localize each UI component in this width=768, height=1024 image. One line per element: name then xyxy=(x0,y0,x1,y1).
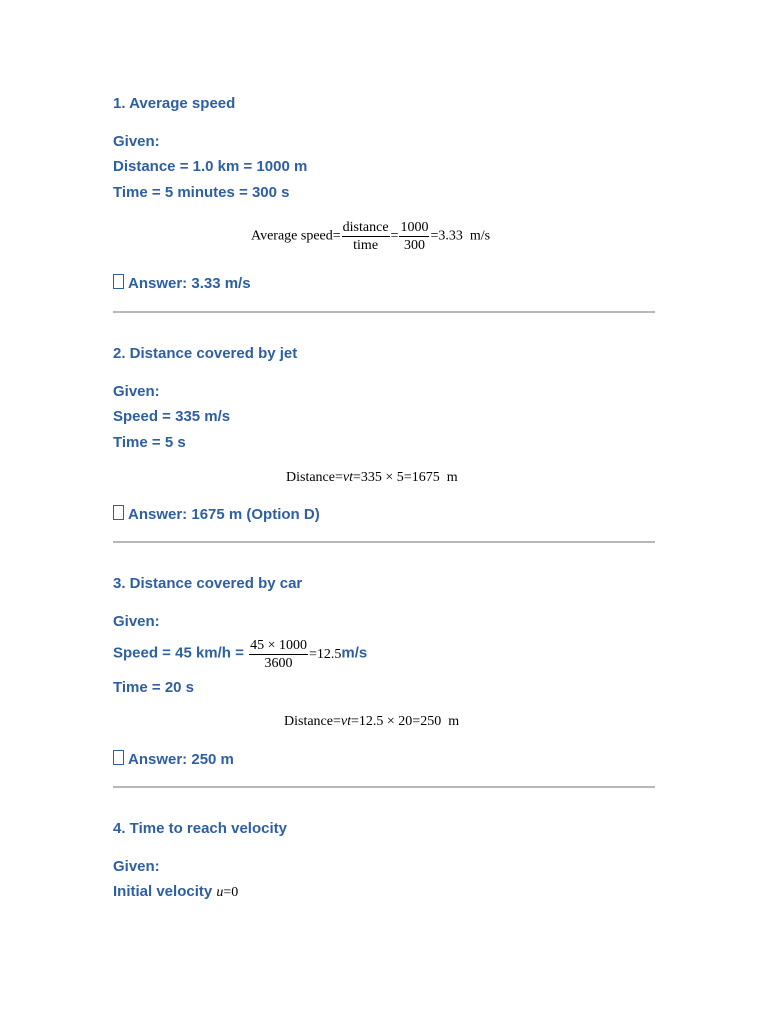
section-4-initial-velocity: Initial velocity u=0 xyxy=(113,883,239,900)
eq-rhs: 12.5 × 20 xyxy=(358,714,413,729)
section-1-distance: Distance = 1.0 km = 1000 m xyxy=(113,158,308,175)
section-2-time: Time = 5 s xyxy=(113,434,186,451)
eq-var: vt xyxy=(342,470,353,485)
section-3-time: Time = 20 s xyxy=(113,679,195,696)
eq-result: 250 xyxy=(420,714,442,729)
section-2-heading: 2. Distance covered by jet xyxy=(113,345,298,362)
eq-fraction-1-den: time xyxy=(353,238,379,253)
section-2-answer-text: Answer: 1675 m (Option D) xyxy=(128,506,320,523)
section-1-answer-text: Answer: 3.33 m/s xyxy=(128,275,251,292)
eq-fraction-1-num: distance xyxy=(342,220,389,235)
eq-fraction-2-num: 1000 xyxy=(400,220,429,235)
section-2-equation: Distance=vt=335 × 5=1675 m xyxy=(286,470,458,485)
checkbox-icon xyxy=(113,505,124,520)
eq-fraction-2-den: 300 xyxy=(403,238,425,253)
eq-result: 3.33 xyxy=(438,228,463,244)
section-1-heading: 1. Average speed xyxy=(113,95,236,112)
section-1-given: Given: xyxy=(113,133,160,150)
divider xyxy=(113,311,655,313)
velocity-value: 0 xyxy=(231,885,239,900)
speed-fraction-num: 45 × 1000 xyxy=(250,638,307,653)
checkbox-icon xyxy=(113,750,124,765)
eq-lhs: Distance xyxy=(284,714,333,729)
section-4-given: Given: xyxy=(113,858,160,875)
section-2-given: Given: xyxy=(113,383,160,400)
section-3-answer xyxy=(113,750,234,768)
speed-fraction-den: 3600 xyxy=(264,656,293,671)
section-3-answer-text: Answer: 250 m xyxy=(128,751,234,768)
eq-fraction-2 xyxy=(399,219,429,254)
eq-result: 1675 xyxy=(411,470,440,485)
eq-lhs: Average speed xyxy=(251,228,333,244)
section-2-speed: Speed = 335 m/s xyxy=(113,408,231,425)
section-3-given: Given: xyxy=(113,613,160,630)
eq-fraction-1 xyxy=(342,219,390,254)
speed-unit: m/s xyxy=(341,644,368,662)
speed-value: 12.5 xyxy=(316,646,342,662)
section-2-answer xyxy=(113,505,320,523)
section-4-initial-velocity-label: Initial velocity xyxy=(113,883,217,900)
eq-lhs: Distance xyxy=(286,470,335,485)
section-1-equation: Average speed= $\frac{\text{distance}}{\text{time}}$ = $\frac{1000}{300}$ =3.33 m/s xyxy=(251,220,491,253)
section-3-equation: Distance=vt=12.5 × 20=250 m xyxy=(284,714,460,729)
divider xyxy=(113,541,655,543)
eq-unit: m/s xyxy=(469,228,491,244)
eq-var: vt xyxy=(340,714,351,729)
section-3-speed-label: Speed = 45 km/h = xyxy=(113,644,249,662)
divider xyxy=(113,786,655,788)
speed-fraction xyxy=(249,637,308,672)
section-1-answer xyxy=(113,274,251,292)
section-1-time: Time = 5 minutes = 300 s xyxy=(113,184,290,201)
eq-unit: m xyxy=(448,714,460,729)
section-3-speed: Speed = 45 km/h = $\frac{45 \times 1000}{3600}$ =12.5m/s xyxy=(113,638,368,671)
section-4-heading: 4. Time to reach velocity xyxy=(113,820,287,837)
eq-unit: m xyxy=(446,470,458,485)
checkbox-icon xyxy=(113,274,124,289)
section-3-heading: 3. Distance covered by car xyxy=(113,575,303,592)
velocity-var: u xyxy=(216,885,224,900)
eq-rhs: 335 × 5 xyxy=(360,470,404,485)
